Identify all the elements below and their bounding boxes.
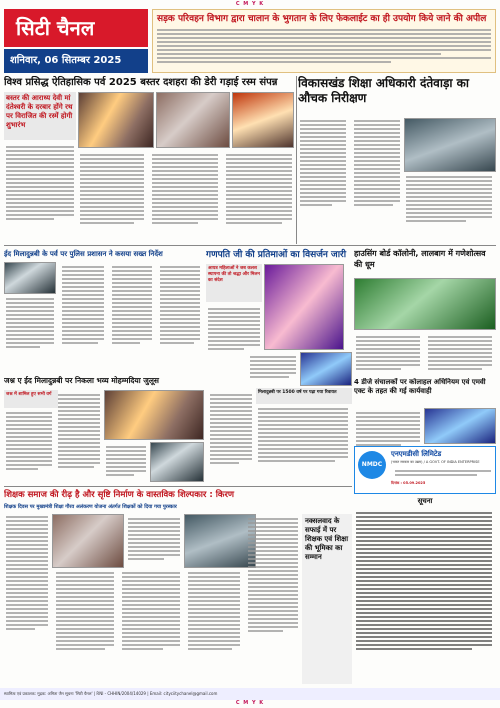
shikshak-col-5 bbox=[244, 514, 302, 636]
nmdc-address bbox=[391, 466, 495, 480]
ganpati-col-1 bbox=[204, 304, 264, 354]
dussehra-photo-3 bbox=[232, 92, 294, 148]
shikshak-col-3 bbox=[118, 568, 184, 654]
nmdc-govt-line: (भारत सरकार का उद्यम) / A GOVT. OF INDIA ENTERPRISE bbox=[391, 460, 480, 464]
juloos-photo-1 bbox=[104, 390, 204, 440]
eid-headline-box bbox=[4, 248, 204, 260]
masthead bbox=[4, 9, 496, 73]
eid-col-1 bbox=[2, 294, 58, 352]
shikshak-col-4 bbox=[184, 568, 244, 654]
vikas-col-2 bbox=[350, 116, 404, 210]
shikshak-subheadline: शिक्षक दिवस पर मुख्यमंत्री शिक्षा गौरव अलंकरण योजना अंतर्गत शिक्षकों को दिया गया पुरस्कार bbox=[4, 504, 177, 510]
colony-col-1 bbox=[352, 332, 424, 374]
juloos-sidebar: जश्न में शामिल हुए सभी वर्ग bbox=[6, 392, 52, 397]
dussehra-sidebar bbox=[4, 92, 76, 140]
milad-body bbox=[254, 404, 352, 466]
print-mark-bottom: C M Y K bbox=[235, 700, 265, 706]
eid-col-3 bbox=[108, 262, 156, 348]
shikshak-subheadline-box bbox=[4, 502, 352, 512]
colony-photo bbox=[354, 278, 496, 330]
ganpati-highlight: आयत्र महिलाओं ने जब कलश स्थापना की तो श्रद्धा और मिलन का संदेश bbox=[208, 266, 260, 283]
juloos-col-2 bbox=[54, 390, 104, 472]
vikas-headline: विकासखंड शिक्षा अधिकारी दंतेवाड़ा का औचक निरीक्षण bbox=[298, 76, 469, 105]
ganpati-headline-box bbox=[206, 248, 352, 262]
lead-body bbox=[153, 25, 495, 67]
dussehra-headline-box bbox=[4, 76, 294, 90]
juloos-headline: जश्न ए ईद मिलादुन्नबी पर निकला भव्य मोहम्मदिया जुलूस bbox=[4, 376, 159, 385]
print-mark-top: C M Y K bbox=[235, 1, 265, 7]
dussehra-photo-2 bbox=[156, 92, 230, 148]
footer: स्वामित्व एवं प्रकाशक: मुद्रक: अमिता जैन सूचना 'सिटी चैनल' | RNI - CHHIN/2004/14029 | Email: cityciitychanel@gmail.com bbox=[0, 688, 500, 700]
juloos-sidebar-box bbox=[4, 390, 58, 408]
colony-headline-box bbox=[354, 248, 496, 276]
eid-photo bbox=[4, 262, 56, 294]
ganpati-photo-1 bbox=[264, 264, 344, 350]
nmdc-ref: दिनांक : 05.09.2025 bbox=[391, 481, 426, 485]
juloos-headline-box bbox=[4, 374, 204, 388]
dussehra-col-3 bbox=[148, 150, 222, 228]
section-divider bbox=[4, 245, 496, 246]
dussehra-col-1 bbox=[2, 142, 78, 224]
nmdc-company: एनएमडीसी लिमिटेड bbox=[391, 450, 442, 458]
ganpati-col-2 bbox=[246, 352, 300, 382]
shikshak-col-3b bbox=[124, 514, 184, 564]
ganpati-highlight-box bbox=[206, 264, 262, 302]
dussehra-headline: विश्व प्रसिद्ध ऐतिहासिक पर्व 2025 बस्तर दशहरा की डेरी गड़ाई रस्म संपन्न bbox=[4, 77, 278, 88]
coal-col-1 bbox=[352, 408, 424, 450]
shikshak-side-label: नक्सलवाद के सफाई में पर शिक्षक एवं शिक्षा की भूमिका का सम्मान bbox=[305, 517, 349, 561]
shikshak-photo-1 bbox=[52, 514, 124, 568]
dussehra-col-2 bbox=[76, 150, 148, 228]
eid-col-4 bbox=[156, 262, 204, 348]
dussehra-col-4 bbox=[222, 150, 296, 228]
ganpati-photo-2 bbox=[300, 352, 352, 386]
notice-title: सूचना bbox=[417, 497, 433, 505]
vikas-col-1 bbox=[296, 116, 350, 210]
eid-headline: ईद मिलादुन्नबी के पर्व पर पुलिस प्रशासन ने कसया सख्त निर्देश bbox=[4, 250, 163, 258]
ganpati-headline: गणपति जी की प्रतिमाओं का विसर्जन जारी bbox=[206, 250, 347, 260]
juloos-col-4 bbox=[206, 390, 256, 468]
shikshak-col-2 bbox=[52, 568, 118, 654]
shikshak-headline-box bbox=[4, 488, 352, 502]
vikas-col-3 bbox=[402, 172, 496, 226]
shikshak-col-1 bbox=[2, 512, 52, 634]
coal-headline: 4 डीजे संचालकों पर कोलाहल अधिनियम एवं एमवी एक्ट के तहत की गई कार्यवाही bbox=[354, 378, 486, 395]
lead-story bbox=[152, 9, 496, 73]
eid-col-2 bbox=[58, 262, 108, 348]
dussehra-photo-1 bbox=[78, 92, 154, 148]
juloos-col-1 bbox=[2, 408, 56, 474]
shikshak-headline: शिक्षक समाज की रीढ़ है और सृष्टि निर्माण के वास्तविक शिल्पकार : किरण bbox=[4, 490, 235, 500]
nmdc-ad bbox=[354, 446, 496, 494]
milad-label: मिलादुन्नबी पर 1500 वर्ष पर पढ़ा गया रिवायत bbox=[258, 390, 337, 395]
colony-headline: हाउसिंग बोर्ड कॉलोनी, लालबाग में गणेशोत्सव की धूम bbox=[354, 249, 486, 269]
coal-headline-box bbox=[354, 378, 496, 406]
issue-date: शनिवार, 06 सितम्बर 2025 bbox=[4, 49, 148, 73]
notice-title-box bbox=[354, 496, 496, 506]
dussehra-sidebar-text: बस्तर की आराध्य देवी मां दंतेश्वरी के दरबार होंगे रथ पर विराजित की रस्में होगी शुभारंभ bbox=[6, 94, 73, 129]
colony-col-2 bbox=[424, 332, 496, 374]
lead-headline: सड़क परिवहन विभाग द्वारा चालान के भुगतान के लिए फेकलाईट का ही उपयोग किये जाने की अपील bbox=[157, 14, 487, 24]
coal-photo bbox=[424, 408, 496, 444]
vikas-headline-box bbox=[298, 76, 496, 116]
notice-body bbox=[352, 508, 496, 654]
shikshak-side-label-box bbox=[302, 514, 352, 684]
juloos-col-3 bbox=[102, 442, 150, 480]
column-divider bbox=[296, 76, 297, 244]
newspaper-title: सिटी चैनल bbox=[4, 9, 148, 47]
milad-label-box bbox=[256, 388, 352, 404]
bottom-divider bbox=[4, 486, 352, 487]
juloos-photo-2 bbox=[150, 442, 204, 482]
vikas-photo bbox=[404, 118, 496, 172]
nmdc-logo: NMDC bbox=[358, 451, 386, 479]
masthead-brand bbox=[4, 9, 148, 73]
